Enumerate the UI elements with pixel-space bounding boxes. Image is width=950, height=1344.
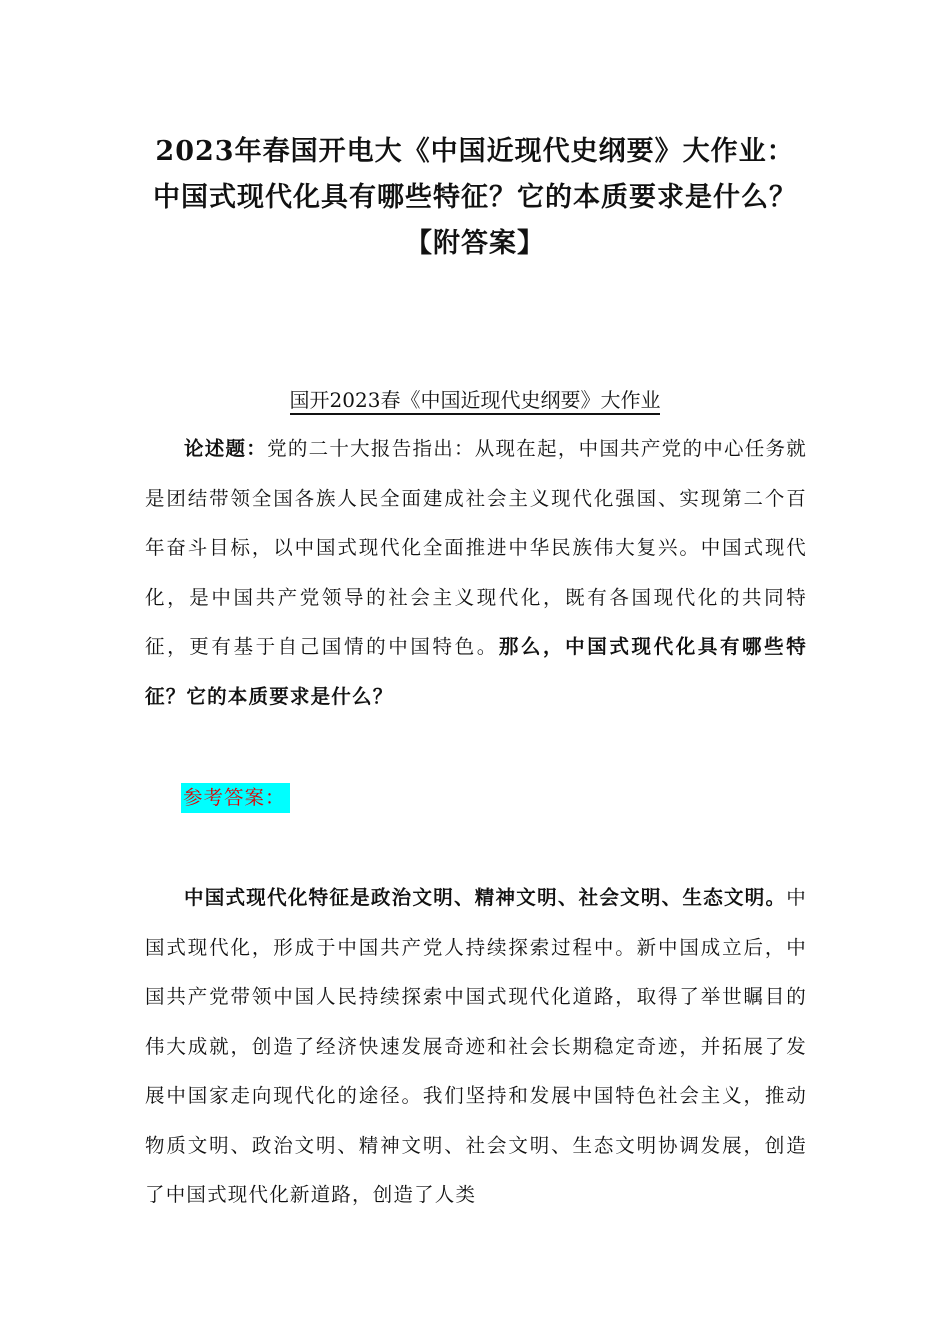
question-body: 党的二十大报告指出：从现在起，中国共产党的中心任务就是团结带领全国各族人民全面建成社会主义现代化强国、实现第二个百年奋斗目标，以中国式现代化全面推进中华民族伟大复兴。中国式现代化，是中国共产党领导的社会主义现代化，既有各国现代化的共同特征，更有基于自己国情的中国特色。 <box>145 437 807 658</box>
title-line-2: 中国式现代化具有哪些特征？它的本质要求是什么？ <box>153 182 797 213</box>
question-ask: 那么，中国式现代化具有哪些特征？它的本质要求是什么？ <box>145 635 807 708</box>
subtitle-text: 国开2023春《中国近现代史纲要》大作业 <box>290 388 661 415</box>
question-label: 论述题： <box>184 437 268 460</box>
answer-body: 中国式现代化，形成于中国共产党人持续探索过程中。新中国成立后，中国共产党带领中国人民持续探索中国式现代化道路，取得了举世瞩目的伟大成就，创造了经济快速发展奇迹和社会长期稳定奇迹，并拓展了发展中国家走向现代化的途径。我们坚持和发展中国特色社会主义，推动物质文明、政治文明、精神文明、社会文明、生态文明协调发展，创造了中国式现代化新道路，创造了人类 <box>145 886 807 1206</box>
answer-paragraph <box>145 873 807 1220</box>
title-line-1: 2023年春国开电大《中国近现代史纲要》大作业： <box>155 136 795 167</box>
document-title <box>100 129 850 267</box>
question-paragraph <box>145 424 807 721</box>
answer-lead: 中国式现代化特征是政治文明、精神文明、社会文明、生态文明。 <box>184 886 787 909</box>
section-subtitle <box>100 384 850 416</box>
title-line-3: 【附答案】 <box>405 228 545 259</box>
answer-label: 参考答案： <box>181 783 290 813</box>
